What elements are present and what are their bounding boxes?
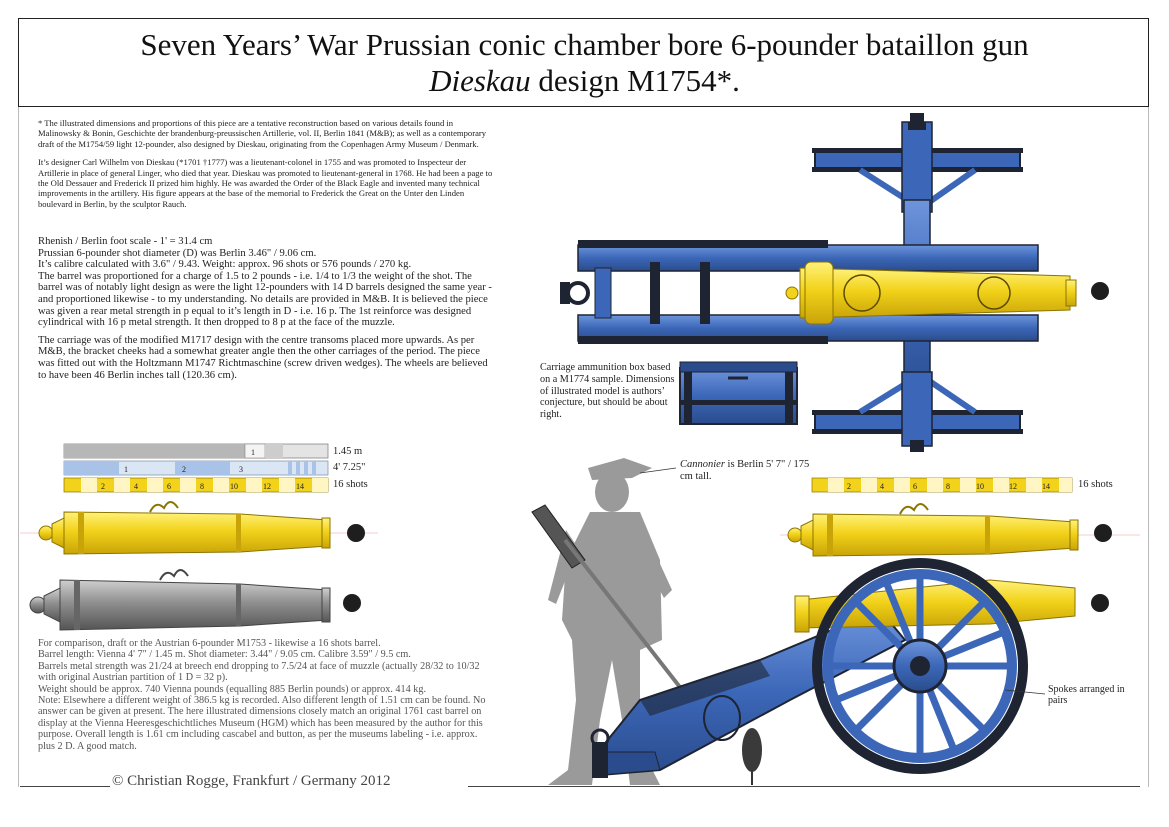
feet-tick-1: 1	[124, 465, 128, 474]
subtitle-rest: design M1754*.	[530, 63, 740, 98]
subtitle-italic: Dieskau	[429, 63, 531, 98]
prussian-barrel-side-left	[20, 502, 378, 554]
scale-feet-label: 4' 7.25"	[333, 462, 366, 473]
scale-bar-right	[812, 478, 1072, 492]
meter-tick-1: 1	[251, 448, 255, 457]
note-p3: Rhenish / Berlin foot scale - 1' = 31.4 cm Prussian 6-pounder shot diameter (D) was Berlin 3.46" / 9.06 cm. It’s calibre calculated with 3.6" / 9.43. Weight: approx. 96 shots or 576 pounds / 270 kg. The barrel was proportioned for a charge of 1.5 to 2 pounds - i.e. 1/4 to 1/3 the weight of the shot. The barrel was of notably light design as were the light 12-pounders with 14 D barrels designed the same year - and proportioned likewise - to my understanding. No details are provided in M&B. It is believed the piece was given a rear metal strength in p equal to it’s length in D - i.e. 16 p. The 1st reinforce was designed cylindrical with 16 p metal strength. It then dropped to 8 p at the face of the muzzle.	[38, 236, 492, 329]
scale-shots-label-left: 16 shots	[333, 479, 368, 490]
ammo-box	[680, 362, 797, 424]
note-p1: * The illustrated dimensions and proportions of this piece are a tentative reconstruction based on various details found in Malinowsky & Bonin, Geschichte der brandenburg-preussischen Artillerie, vol. II, Berlin 1841 (M&B); as well as a contemporary draft of the M1754/59 light 12-pounder, also designed by Dieskau, originating from the Copenhagen Army Museum / Denmark.	[38, 118, 487, 149]
top-wheel-lower	[812, 372, 1023, 452]
shot-tick-14-right: 14	[1042, 482, 1050, 491]
shot-tick-6-right: 6	[913, 482, 917, 491]
austrian-barrel-side	[30, 570, 361, 630]
shot-tick-8-right: 8	[946, 482, 950, 491]
shot-tick-12-right: 12	[1009, 482, 1017, 491]
top-wheel-upper	[812, 113, 1023, 212]
shot-tick-2-left: 2	[101, 482, 105, 491]
scale-meters-label: 1.45 m	[333, 446, 363, 457]
shot-tick-10-left: 10	[230, 482, 238, 491]
ammo-box-caption: Carriage ammunition box based on a M1774 sample. Dimensions of illustrated model is authors’ conjecture, but should be about right.	[540, 362, 675, 421]
shot-tick-14-left: 14	[296, 482, 304, 491]
cannonier-caption	[680, 459, 820, 483]
scale-shots-label-right: 16 shots	[1078, 479, 1113, 490]
comparison-text: For comparison, draft or the Austrian 6-pounder M1753 - likewise a 16 shots barrel. Barrel length: Vienna 4' 7" / 1.45 m. Shot diameter: 3.44" / 9.05 cm. Calibre 3.59" / 9.5 cm. Barrels metal strength was 21/24 at breech end dropping to 7.5/24 at face of muzzle (actually 28/32 to 10/32 with original Austrian partition of 1 D = 32 p). Weight should be approx. 740 Vienna pounds (equalling 885 Berlin pounds) or approx. 414 kg. Note: Elsewhere a different weight of 386.5 kg is recorded. Also different length of 1.51 cm can be found. No answer can be given at present. The here illustrated dimensions closely match an original 1761 cast barrel on display at the Vienna Heeresgeschichtliches Museum (HGM) which has been measured by the author for this purpose. Overall length is 1.61 cm including cascabel and button, as per the museums labeling - i.e. approx. plus 2 D. A good match.	[38, 638, 486, 752]
feet-tick-2: 2	[182, 465, 186, 474]
footer-rule-right	[468, 786, 1140, 787]
shot-tick-6-left: 6	[167, 482, 171, 491]
shot-tick-12-left: 12	[263, 482, 271, 491]
note-p4: The carriage was of the modified M1717 design with the centre transoms placed more upwards. As per M&B, the bracket cheeks had a somewhat greater angle then the other carriages of the period. The piece was fitted out with the Holtzmann M1747 Richtmaschine (screw driven wedges). The wheels are believed to have been 46 Berlin inches tall (120.36 cm).	[38, 334, 488, 381]
spokes-caption: Spokes arranged in pairs	[1048, 684, 1125, 706]
footer-rule-left	[20, 786, 110, 787]
shot-tick-4-right: 4	[880, 482, 884, 491]
shot-tick-2-right: 2	[847, 482, 851, 491]
shot-tick-8-left: 8	[200, 482, 204, 491]
shot-tick-4-left: 4	[134, 482, 138, 491]
cannonier-italic: Cannonier	[680, 459, 725, 470]
cannonier-rest: is Berlin 5' 7" / 175 cm tall.	[680, 459, 810, 482]
shot-tick-10-right: 10	[976, 482, 984, 491]
note-p2: It’s designer Carl Wilhelm von Dieskau (*1701 †1777) was a lieutenant-colonel in 1755 and was promoted to Inspecteur der Artillerie in place of general Linger, who died that year. Dieskau was promoted to lieutenant-general in 1768. He had been a page to the Old Dessauer and Frederick II prized him highly. He was awarded the Order of the Black Eagle and invented many technical improvements in the artillery. His figure appears at the base of the memorial to Frederick the Great on the Unter den Linden boulevard in Berlin, by the sculptor Rauch.	[38, 157, 493, 209]
prussian-barrel-side-right	[780, 504, 1140, 556]
page-title: Seven Years’ War Prussian conic chamber bore 6-pounder bataillon gun	[140, 27, 1029, 62]
copyright-text: © Christian Rogge, Frankfurt / Germany 2012	[112, 773, 391, 789]
feet-tick-3: 3	[239, 465, 243, 474]
